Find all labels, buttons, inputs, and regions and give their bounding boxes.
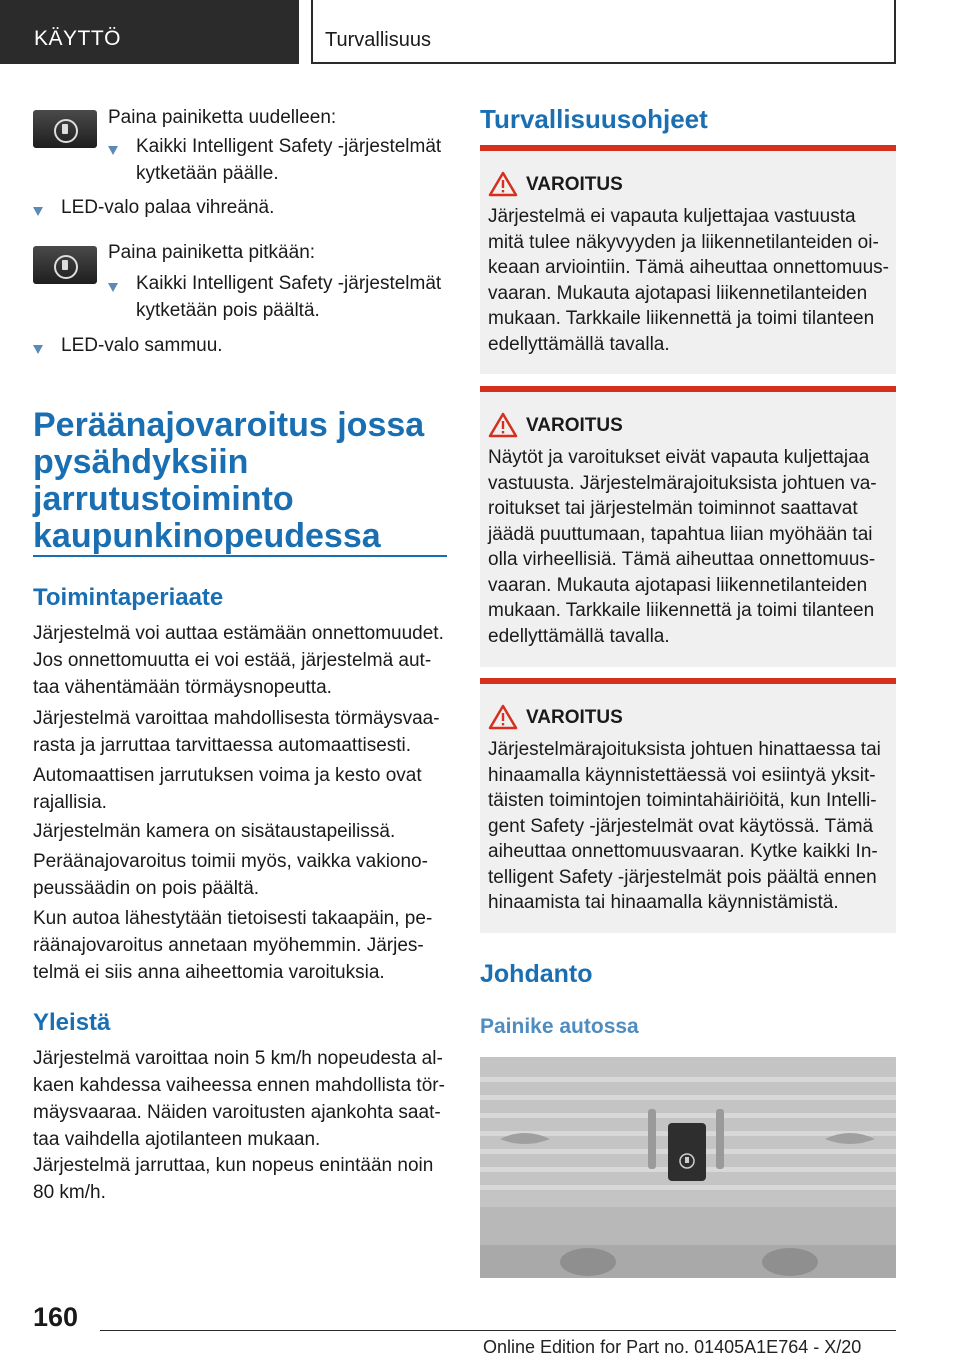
step2-result: Kaikki Intelligent Safety -järjestelmät kytketään pois päältä. <box>136 273 442 321</box>
result-arrow-icon <box>33 341 53 359</box>
step1-text: Paina painiketta uudelleen: <box>108 107 337 128</box>
subheading-painike-autossa: Painike autossa <box>480 1015 639 1038</box>
chapter-tab <box>311 0 896 64</box>
section-heading-turvallisuusohjeet: Turvallisuusohjeet <box>480 104 708 134</box>
paragraph: Järjestelmä varoittaa mahdollisesta törmäysvaa- rasta ja jarruttaa tarvittaessa automaattisesti. <box>33 708 440 756</box>
footer-edition: Online Edition for Part no. 01405A1E764 - X/20 <box>483 1337 862 1357</box>
page-title: Peräänajovaroitus jossa pysähdyksiin jarrutustoiminto kaupunkinopeudessa <box>33 406 425 555</box>
step2-text: Paina painiketta pitkään: <box>108 242 316 263</box>
section-heading-yleista: Yleistä <box>33 1009 111 1036</box>
section-tab <box>0 0 299 64</box>
dashboard-vent-image <box>480 1057 896 1278</box>
result-arrow-icon <box>108 279 128 297</box>
warning-label: VAROITUS <box>526 174 623 195</box>
warning-triangle-icon <box>488 703 518 731</box>
led-on-text: LED-valo palaa vihreänä. <box>61 197 275 218</box>
paragraph: Järjestelmä varoittaa noin 5 km/h nopeudesta al- kaen kahdessa vaiheessa ennen mahdollista tör- mäysvaaraa. Näiden varoitusten ajankohta saat- taa vaihdella ajotilanteen mukaan. <box>33 1048 445 1150</box>
warning-triangle-icon <box>488 170 518 198</box>
title-divider <box>33 555 447 557</box>
step1-result: Kaikki Intelligent Safety -järjestelmät kytketään päälle. <box>136 136 442 184</box>
paragraph: Järjestelmä jarruttaa, kun nopeus enintään noin 80 km/h. <box>33 1155 434 1203</box>
warning-triangle-icon <box>488 411 518 439</box>
led-off-text: LED-valo sammuu. <box>61 335 223 356</box>
car-button-photo <box>480 1057 896 1278</box>
intelligent-safety-button-icon <box>33 246 97 284</box>
result-arrow-icon <box>108 142 128 160</box>
warning-label: VAROITUS <box>526 707 623 728</box>
warning-box <box>480 386 896 667</box>
section-label: KÄYTTÖ <box>34 27 122 50</box>
warning-text: Järjestelmärajoituksista johtuen hinattaessa tai hinaamalla käynnistettäessä voi esiintyä yksit- täisten toimintojen toimintahäiriöitä, kun Intelli- gent Safety -järjestelmät ovat käytössä. Tämä aiheuttaa onnettomuusvaaran. Kytke kaikki In- telligent Safety -järjestelmät pois päältä ennen hinaamista tai hinaamalla käynnistämistä. <box>488 739 881 913</box>
warning-label: VAROITUS <box>526 415 623 436</box>
section-heading-johdanto: Johdanto <box>480 960 593 988</box>
paragraph: Järjestelmä voi auttaa estämään onnettomuudet. Jos onnettomuutta ei voi estää, järjestelmä aut- taa vähentämään törmäysnopeutta. <box>33 623 444 698</box>
warning-text: Järjestelmä ei vapauta kuljettajaa vastuusta mitä tulee näkyvyyden ja liikennetilanteiden oi- keaan arviointiin. Tämä aiheuttaa onnettomuus- vaaran. Mukauta ajotapasi liikennetilanteiden mukaan. Tarkkaile liikennettä ja toimi tilanteen edellyttämällä tavalla. <box>488 206 890 355</box>
result-arrow-icon <box>33 203 53 221</box>
paragraph: Kun autoa lähestytään tietoisesti takaapäin, pe- räänajovaroitus annetaan myöhemmin. Järjes- telmä ei siis anna aiheettomia varoituksia. <box>33 908 433 983</box>
footer-divider <box>100 1330 896 1331</box>
paragraph: Järjestelmän kamera on sisätaustapeilissä. <box>33 821 396 842</box>
warning-text: Näytöt ja varoitukset eivät vapauta kuljettajaa vastuusta. Järjestelmärajoituksista johtuen va- roitukset tai järjestelmän toiminnot saattavat jäädä puuttumaan, tapahtua liian myöhään tai olla virheellisiä. Tämä aiheuttaa onnettomuus- vaaran. Mukauta ajotapasi liikennetilanteiden mukaan. Tarkkaile liikennettä ja toimi tilanteen edellyttämällä tavalla. <box>488 447 877 647</box>
intelligent-safety-button-icon <box>33 110 97 148</box>
paragraph: Peräänajovaroitus toimii myös, vaikka vakiono- peussäädin on pois päältä. <box>33 851 428 899</box>
paragraph: Automaattisen jarrutuksen voima ja kesto ovat rajallisia. <box>33 765 422 813</box>
section-heading-toimintaperiaate: Toimintaperiaate <box>33 584 224 611</box>
warning-box <box>480 678 896 933</box>
page-number: 160 <box>33 1302 79 1332</box>
chapter-label: Turvallisuus <box>325 29 431 51</box>
warning-box <box>480 145 896 374</box>
